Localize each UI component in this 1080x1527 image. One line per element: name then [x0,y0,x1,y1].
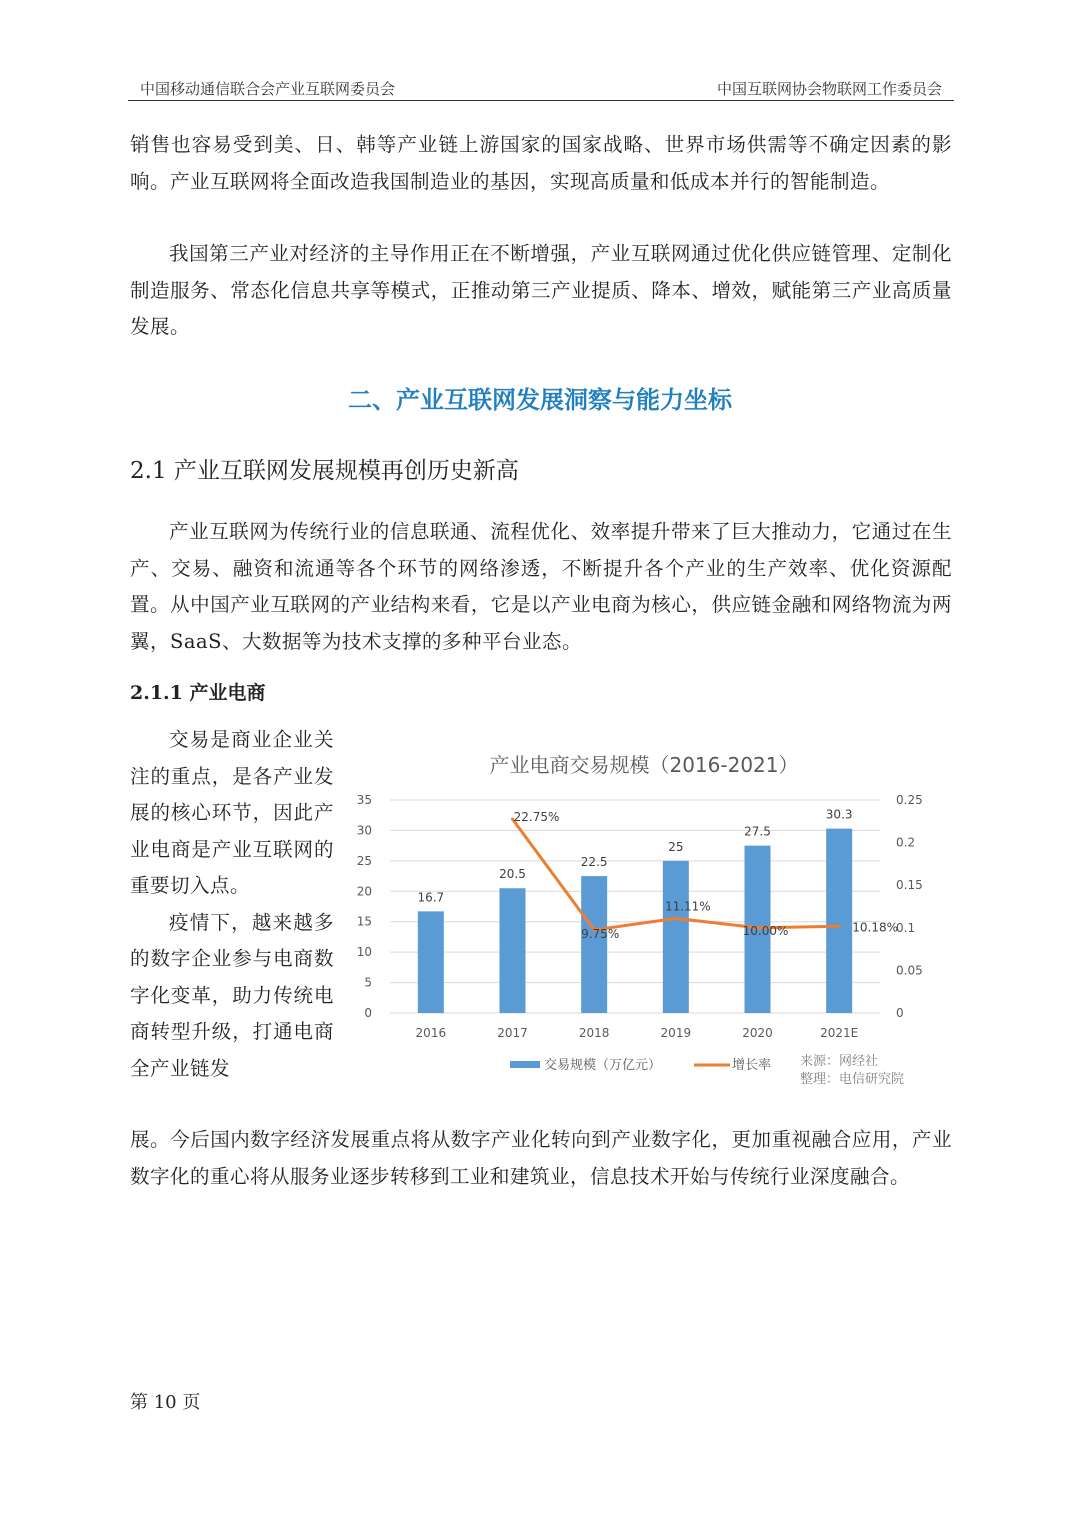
legend-bar-swatch [510,1061,540,1068]
chart-source: 来源：网经社 [800,1054,879,1069]
growth-value-label: 22.75% [513,810,560,825]
subsection-heading: 2.1 产业互联网发展规模再创历史新高 [130,458,519,484]
y-tick-label: 10 [356,945,372,960]
bar [500,888,526,1013]
header-right: 中国互联网协会物联网工作委员会 [716,80,942,98]
growth-value-label: 9.75% [581,926,620,941]
bar-value-label: 27.5 [744,824,771,839]
paragraph-3: 产业互联网为传统行业的信息联通、流程优化、效率提升带来了巨大推动力，它通过在生产、交易、融资和流通等各个环节的网络渗透，不断提升各个产业的生产效率、优化资源配置。从中国产业互联网的产业结构来看，它是以产业电商为核心，供应链金融和网络物流为两翼，SaaS、大数据等为技术支撑的多种平台业态。 [130,520,952,653]
paragraph-4: 展。今后国内数字经济发展重点将从数字产业化转向到产业数字化，更加重视融合应用，产业数字化的重心将从服务业逐步转移到工业和建筑业，信息技术开始与传统行业深度融合。 [130,1128,952,1188]
legend-bar-label: 交易规模（万亿元） [544,1058,662,1073]
legend-line-label: 增长率 [732,1058,772,1073]
bar-value-label: 22.5 [580,855,608,870]
x-tick-label: 2018 [578,1026,610,1040]
y2-tick-label: 0.25 [896,793,923,807]
growth-value-label: 10.18% [852,920,899,935]
y2-tick-label: 0.15 [896,878,923,893]
y-tick-label: 30 [356,823,372,838]
growth-value-label: 11.11% [664,899,711,914]
section-heading: 二、产业互联网发展洞察与能力坐标 [348,386,732,414]
subsub-heading: 2.1.1 产业电商 [130,682,266,704]
bar [663,861,689,1013]
side-paragraph-2: 疫情下，越来越多的数字企业参与电商数字化变革，助力传统电商转型升级，打通电商全产业链发 [130,910,334,1080]
bar-value-label: 25 [668,839,684,854]
paragraph-2: 我国第三产业对经济的主导作用正在不断增强，产业互联网通过优化供应链管理、定制化制造服务、常态化信息共享等模式，正推动第三产业提质、降本、增效，赋能第三产业高质量发展。 [130,242,952,338]
y2-tick-label: 0.05 [896,963,923,978]
growth-point [674,917,677,920]
y-tick-label: 5 [364,975,372,990]
bar [826,829,852,1013]
paragraph-1: 销售也容易受到美、日、韩等产业链上游国家的国家战略、世界市场供需等不确定因素的影响。产业互联网将全面改造我国制造业的基因，实现高质量和低成本并行的智能制造。 [130,133,952,193]
y2-tick-label: 0 [896,1006,904,1020]
x-tick-label: 2016 [415,1026,447,1040]
y2-tick-label: 0.1 [896,920,916,935]
x-tick-label: 2017 [497,1026,528,1040]
bar-value-label: 20.5 [499,867,526,882]
ecommerce-chart [348,742,940,1094]
y-tick-label: 15 [356,914,372,929]
header-left: 中国移动通信联合会产业互联网委员会 [140,80,396,98]
x-tick-label: 2019 [660,1026,692,1040]
bar-value-label: 16.7 [417,890,445,905]
y2-tick-label: 0.2 [896,835,916,850]
x-tick-label: 2020 [742,1026,773,1040]
side-text [130,722,334,1087]
chart-compiler: 整理：电信研究院 [800,1072,905,1087]
chart-title: 产业电商交易规模（2016-2021） [489,753,799,777]
page-header [128,74,954,101]
y-tick-label: 35 [356,793,372,807]
page-number: 第 10 页 [130,1392,201,1413]
growth-value-label: 10.00% [742,923,789,938]
side-paragraph-1: 交易是商业企业关注的重点，是各产业发展的核心环节，因此产业电商是产业互联网的重要切入点。 [130,728,334,897]
y-tick-label: 20 [356,884,372,899]
x-tick-label: 2021E [820,1026,859,1040]
growth-point [838,925,841,928]
y-tick-label: 25 [356,853,372,868]
y-tick-label: 0 [364,1006,372,1020]
bar-value-label: 30.3 [825,807,853,822]
bar [581,876,607,1013]
bar [418,911,444,1013]
